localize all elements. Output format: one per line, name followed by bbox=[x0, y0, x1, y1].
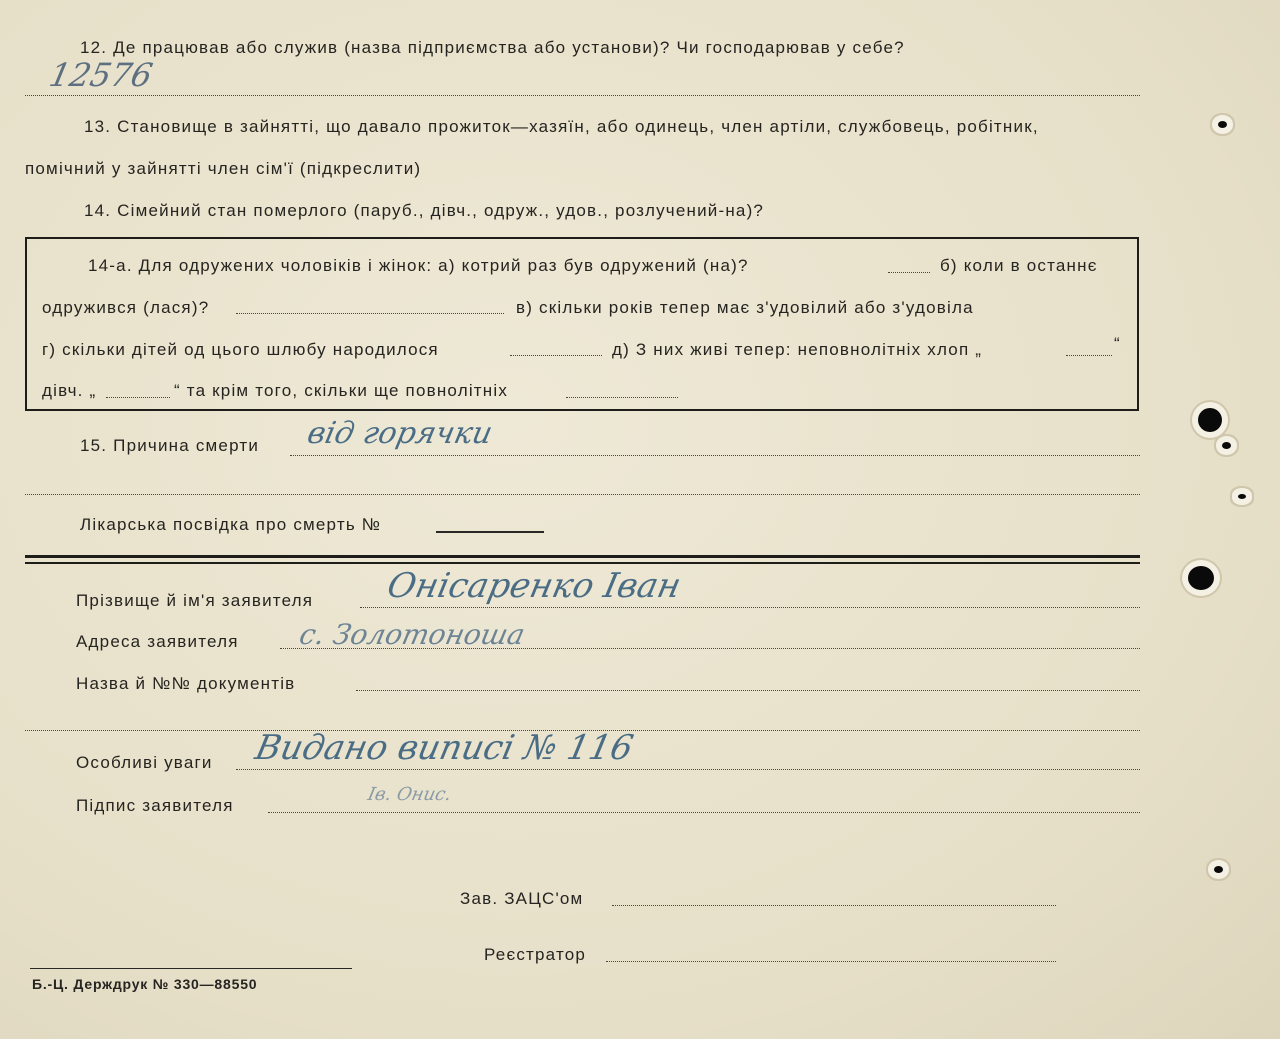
punch-hole bbox=[1214, 866, 1223, 873]
punch-hole bbox=[1222, 442, 1231, 449]
q14a-line3-a: г) скільки дітей од цього шлюбу народилося bbox=[42, 340, 439, 359]
punch-hole bbox=[1188, 566, 1214, 590]
zags-head-label: Зав. ЗАЦС'ом bbox=[460, 889, 584, 908]
q13-label-line1: 13. Становище в зайнятті, що давало прожиток—хазяїн, або одинець, член артіли, службовець, робітник, bbox=[84, 117, 1039, 136]
q14a-line4-a: дівч. „ bbox=[42, 381, 97, 400]
q15-answer-line[interactable] bbox=[290, 455, 1140, 456]
q14a-children-born-field[interactable] bbox=[510, 355, 602, 356]
q12-handwritten-number: 12576 bbox=[45, 56, 156, 94]
q14a-minor-boys-field[interactable] bbox=[1066, 355, 1112, 356]
applicant-name-label: Прізвище й ім'я заявителя bbox=[76, 591, 314, 610]
medical-certificate-number-field[interactable] bbox=[436, 531, 544, 533]
notes-label: Особливі уваги bbox=[76, 753, 213, 772]
signature-handwriting: Ів. Онис. bbox=[365, 784, 454, 805]
q13-label-line2: помічний у зайнятті член сім'ї (підкреслити) bbox=[25, 159, 422, 178]
q14a-line3-b: д) З них живі тепер: неповнолітніх хлоп „ bbox=[612, 340, 983, 359]
q14a-adults-field[interactable] bbox=[566, 397, 678, 398]
applicant-address-line[interactable] bbox=[280, 648, 1140, 649]
zags-head-signature-line[interactable] bbox=[612, 905, 1056, 906]
q14a-line1-b: б) коли в останнє bbox=[940, 256, 1098, 275]
notes-handwriting: Видано виписі № 116 bbox=[251, 728, 637, 768]
punch-hole bbox=[1218, 121, 1227, 128]
applicant-address-handwriting: с. Золотоноша bbox=[296, 618, 528, 651]
printer-rule bbox=[30, 968, 352, 969]
q14a-line2-b: в) скільки років тепер має з'удовілий або з'удовіла bbox=[516, 298, 974, 317]
q15-cause-of-death-handwriting: від горячки bbox=[304, 416, 496, 451]
q12-answer-line[interactable] bbox=[25, 95, 1140, 96]
q12-label: 12. Де працював або служив (назва підприємства або установи)? Чи господарював у себе? bbox=[80, 38, 905, 57]
punch-hole bbox=[1198, 408, 1222, 432]
applicant-documents-label: Назва й №№ документів bbox=[76, 674, 296, 693]
section-divider-bottom bbox=[25, 562, 1140, 564]
section-divider-top bbox=[25, 555, 1140, 558]
applicant-name-line[interactable] bbox=[360, 607, 1140, 608]
q14a-minor-girls-field[interactable] bbox=[106, 397, 170, 398]
registrar-label: Реєстратор bbox=[484, 945, 587, 964]
notes-line[interactable] bbox=[236, 769, 1140, 770]
applicant-name-handwriting: Онісаренко Іван bbox=[383, 566, 685, 606]
q15-answer-line-2[interactable] bbox=[25, 494, 1140, 495]
q14a-line2-a: одружився (лася)? bbox=[42, 298, 210, 317]
q15-label: 15. Причина смерти bbox=[80, 436, 260, 455]
q14a-line1-a: 14-а. Для одружених чоловіків і жінок: а) котрий раз був одружений (на)? bbox=[88, 256, 749, 275]
medical-certificate-label: Лікарська посвідка про смерть № bbox=[80, 515, 382, 534]
q14a-line3-c: “ bbox=[1114, 334, 1121, 353]
applicant-address-label: Адреса заявителя bbox=[76, 632, 239, 651]
applicant-documents-line[interactable] bbox=[356, 690, 1140, 691]
signature-label: Підпис заявителя bbox=[76, 796, 234, 815]
signature-line[interactable] bbox=[268, 812, 1140, 813]
q14-label: 14. Сімейний стан померлого (паруб., дівч., одруж., удов., розлучений-на)? bbox=[84, 201, 765, 220]
punch-hole bbox=[1238, 494, 1246, 499]
printer-imprint: Б.-Ц. Держдрук № 330—88550 bbox=[32, 976, 258, 992]
q14a-last-married-field[interactable] bbox=[236, 313, 504, 314]
registrar-signature-line[interactable] bbox=[606, 961, 1056, 962]
q14a-line4-b: “ та крім того, скільки ще повнолітніх bbox=[174, 381, 509, 400]
q14a-times-married-field[interactable] bbox=[888, 272, 930, 273]
